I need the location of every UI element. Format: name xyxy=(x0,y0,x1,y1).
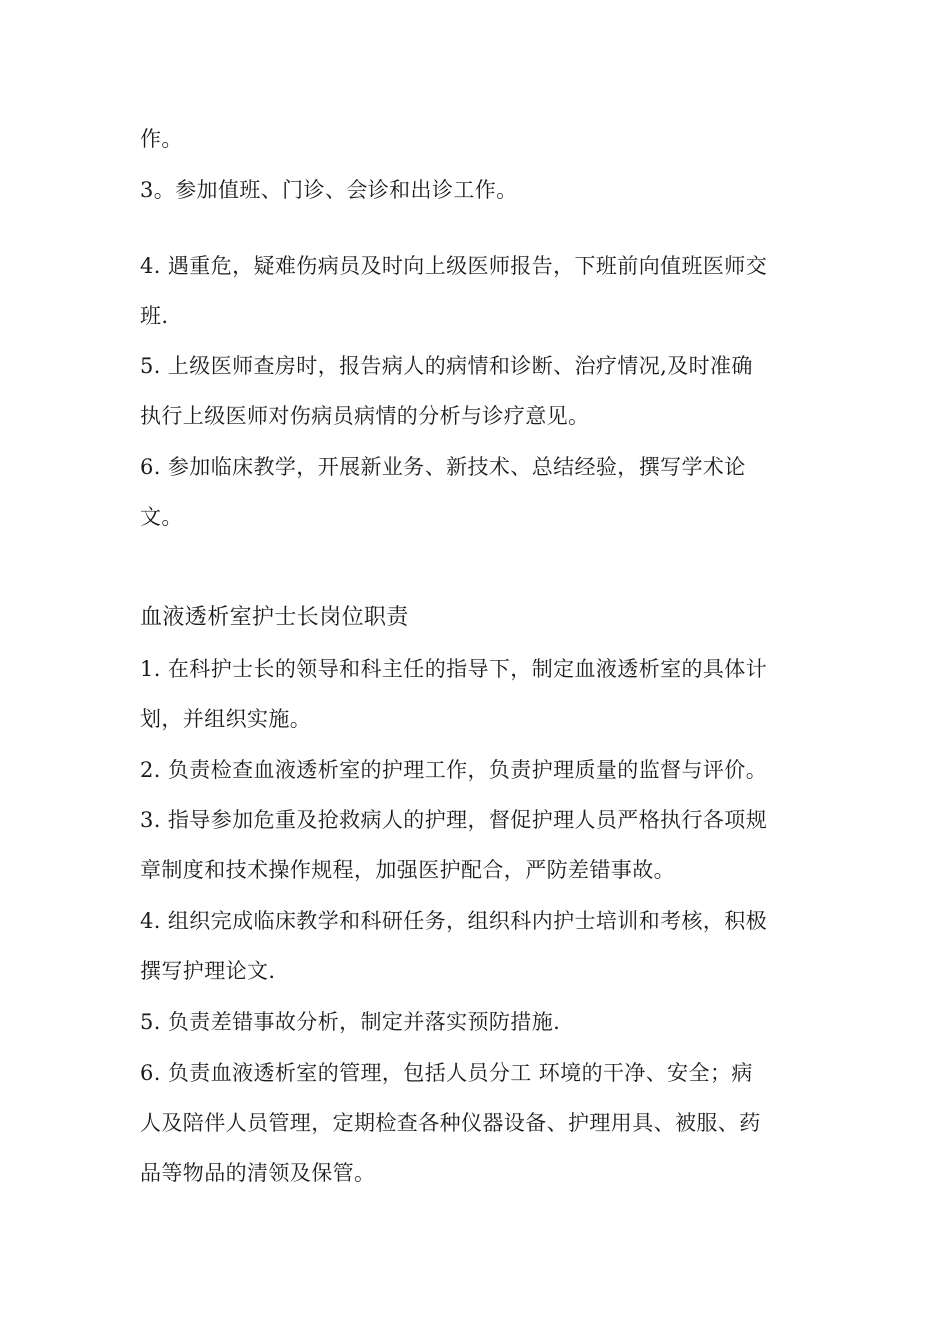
paragraph-line: 撰写护理论文. xyxy=(140,959,276,983)
paragraph-line: 人及陪伴人员管理，定期检查各种仪器设备、护理用具、被服、药 xyxy=(140,1111,761,1135)
paragraph-line: 5. 负责差错事故分析，制定并落实预防措施. xyxy=(140,1010,561,1034)
paragraph-line: 4. 组织完成临床教学和科研任务，组织科内护士培训和考核，积极 xyxy=(140,909,768,933)
paragraph-line: 6. 参加临床教学，开展新业务、新技术、总结经验，撰写学术论 xyxy=(140,455,746,479)
section-title: 血液透析室护士长岗位职责 xyxy=(140,605,409,630)
paragraph-line: 班. xyxy=(140,304,169,328)
paragraph-line: 作。 xyxy=(140,127,183,151)
paragraph-line: 3. 指导参加危重及抢救病人的护理，督促护理人员严格执行各项规 xyxy=(140,808,768,832)
paragraph-line: 划，并组织实施。 xyxy=(140,707,312,731)
paragraph-line: 章制度和技术操作规程，加强医护配合，严防差错事故。 xyxy=(140,858,675,882)
paragraph-line: 1. 在科护士长的领导和科主任的指导下，制定血液透析室的具体计 xyxy=(140,657,768,681)
paragraph-line: 3。参加值班、门诊、会诊和出诊工作。 xyxy=(140,178,518,202)
paragraph-line: 4. 遇重危，疑难伤病员及时向上级医师报告，下班前向值班医师交 xyxy=(140,254,768,278)
paragraph-line: 执行上级医师对伤病员病情的分析与诊疗意见。 xyxy=(140,404,590,428)
paragraph-line: 5. 上级医师查房时，报告病人的病情和诊断、治疗情况,及时准确 xyxy=(140,354,753,378)
paragraph-line: 品等物品的清领及保管。 xyxy=(140,1161,376,1185)
paragraph-line: 文。 xyxy=(140,505,183,529)
paragraph-line: 2. 负责检查血液透析室的护理工作，负责护理质量的监督与评价。 xyxy=(140,758,768,782)
paragraph-line: 6. 负责血液透析室的管理，包括人员分工 环境的干净、安全；病 xyxy=(140,1061,753,1085)
